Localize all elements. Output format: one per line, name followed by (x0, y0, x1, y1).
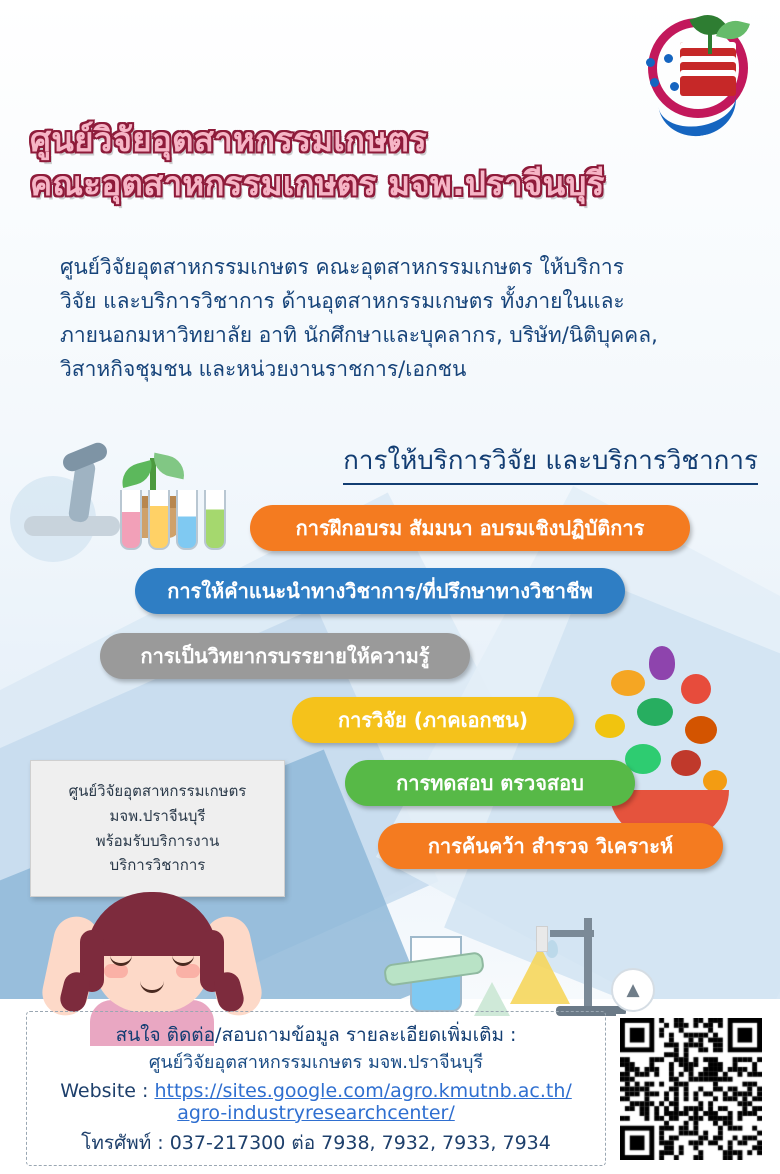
service-bar-speaker: การเป็นวิทยากรบรรยายให้ความรู้ (100, 633, 470, 679)
vegetable-carrot (611, 670, 645, 696)
intro-line-1: ศูนย์วิจัยอุตสาหกรรมเกษตร คณะอุตสาหกรรมเกษตร ให้บริการ (60, 255, 624, 279)
page-title (30, 118, 730, 205)
kmutnb-agro-logo-icon (634, 6, 762, 130)
service-bar-analysis: การค้นคว้า สำรวจ วิเคราะห์ (378, 823, 723, 869)
vegetable-onion (703, 770, 727, 792)
service-bar-testing: การทดสอบ ตรวจสอบ (345, 760, 635, 806)
page-title-line-2: คณะอุตสาหกรรมเกษตร มจพ.ปราจีนบุรี (30, 163, 605, 203)
girl-hair (86, 892, 218, 956)
sign-line-2: มจพ.ปราจีนบุรี (109, 806, 206, 825)
flask-neck (536, 926, 548, 952)
girl-illustration (36, 880, 266, 1030)
vegetable-pumpkin (685, 716, 717, 744)
girl-cheek-right (176, 964, 200, 978)
website-link-line-1[interactable]: https://sites.google.com/agro.kmutnb.ac.th/ (154, 1079, 572, 1102)
test-tube-yellow (148, 490, 170, 550)
sign-line-1: ศูนย์วิจัยอุตสาหกรรมเกษตร (68, 782, 247, 800)
plant-stem (708, 32, 712, 54)
held-sign (30, 760, 285, 897)
girl-cheek-left (104, 964, 128, 978)
intro-paragraph (60, 250, 750, 386)
intro-line-2: วิจัย และบริการวิชาการ ด้านอุตสาหกรรมเกษตร ทั้งภายในและ (60, 289, 625, 314)
page-title-line-1: ศูนย์วิจัยอุตสาหกรรมเกษตร (30, 120, 428, 159)
lab-stand-arm (550, 930, 594, 937)
qr-code-canvas (620, 1018, 762, 1160)
erlenmeyer-flask-icon (510, 946, 570, 1004)
contact-line-1: สนใจ ติดต่อ/สอบถามข้อมูล รายละเอียดเพิ่มเติม : (115, 1024, 517, 1046)
scroll-to-top-icon[interactable]: ▲ (611, 968, 655, 1012)
service-bar-consulting: การให้คำแนะนำทางวิชาการ/ที่ปรึกษาทางวิชาชีพ (135, 568, 625, 614)
vegetable-tomato (681, 674, 711, 704)
test-tubes-illustration (120, 490, 230, 560)
vegetable-pepper-green (637, 698, 673, 726)
molecule-icon (646, 54, 692, 100)
service-bar-training: การฝึกอบรม สัมมนา อบรมเชิงปฏิบัติการ (250, 505, 690, 551)
sign-line-3: พร้อมรับบริการงาน (95, 831, 220, 850)
website-label: Website : (60, 1079, 149, 1102)
contact-website (35, 1080, 597, 1124)
test-tube-pink (120, 490, 142, 550)
vegetable-eggplant (649, 646, 675, 680)
vegetable-corn (595, 714, 625, 738)
test-tube-green (204, 490, 226, 550)
contact-line-2: ศูนย์วิจัยอุตสาหกรรมเกษตร มจพ.ปราจีนบุรี (148, 1051, 484, 1073)
section-heading: การให้บริการวิจัย และบริการวิชาการ (343, 440, 758, 485)
intro-line-4: วิสาหกิจชุมชน และหน่วยงานราชการ/เอกชน (60, 357, 467, 382)
test-tube-blue (176, 490, 198, 550)
intro-line-3: ภายนอกมหาวิทยาลัย อาทิ นักศึกษาและบุคลากร, บริษัท/นิติบุคคล, (60, 323, 658, 348)
service-bar-research: การวิจัย (ภาคเอกชน) (292, 697, 574, 743)
website-link-line-2[interactable]: agro-industryresearchcenter/ (177, 1101, 455, 1124)
qr-code[interactable] (616, 1014, 766, 1164)
sign-line-4: บริการวิชาการ (109, 856, 206, 875)
contact-phone: โทรศัพท์ : 037-217300 ต่อ 7938, 7932, 7933, 7934 (81, 1131, 551, 1154)
vegetable-chili (671, 750, 701, 776)
contact-box (26, 1011, 606, 1166)
